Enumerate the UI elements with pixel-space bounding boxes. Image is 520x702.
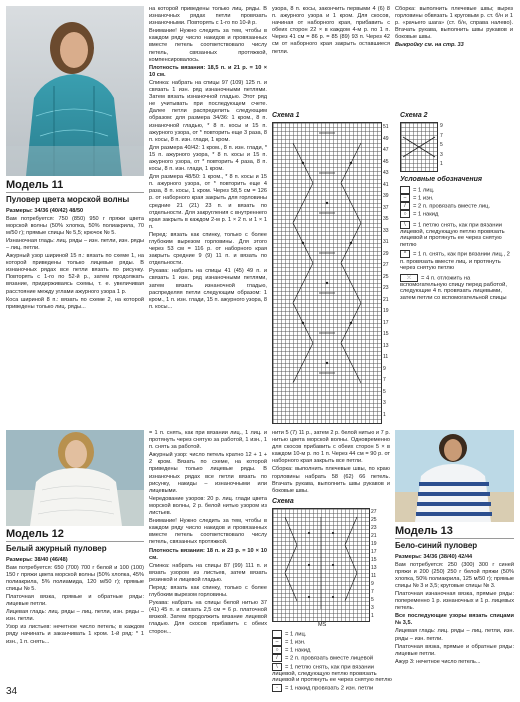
model11-p3: Коса шириной 8 п.: вязать по схеме 2, на которой приведены только лиц. ряды... [6,297,144,311]
col5-p1: нити 5 (7) 11 р., затем 2 р. белой нитью и 7 р. нитью цвета морской волны. Одновременно для скосов прибавить с обеих сторон 5 × в каждом 10-м р. по 1 п. Через 44 см = 90 р. от наборного края закрыть все петли. [272,430,390,465]
schema3-row-7: 7 [371,588,377,596]
model12-p3: Узор из листьев: нечетное число петель; в каждом ряду начинать и заканчивать 1 кром. 1-й ряд: * 1 изн., 1 п. снять... [6,624,144,645]
instructions-column-5 [272,430,390,496]
model11-materials: Вам потребуется: 750 (850) 950 г пряжи цвета морской волны (50% хлопка, 50% полиакрила, 70 м/50 г); прямые спицы № 5,5; крючок № 5. [6,216,144,237]
schema2-row-3: 3 [440,151,443,161]
schema3-row-15: 15 [371,556,377,564]
schema1-row-51: 51 [383,122,395,134]
model13-p3: Лицевая гладь: лиц. ряды – лиц. петли, изн. ряды – изн. петли. [395,628,514,642]
model11-sizes: Размеры: 34/36 (40/42) 48/50 [6,208,144,215]
model12-subtitle: Белый ажурный пуловер [6,544,144,554]
col4-p6: Спинка: набрать на спицы 87 (99) 111 п. и вязать узором из листьев, затем вязать резинкой и лицевой гладью. [149,563,267,584]
model13-materials: Вам потребуется: 250 (300) 300 г синей пряжи и 200 (250) 250 г белой пряжи (50% хлопка, 50% полиакрила, 125 м/50 г); прямые спицы № 3 и 3,5; круговые спицы № 3. [395,562,514,590]
ssk-symbol-icon: \ [400,221,410,229]
model12-sizes: Размеры: 38/40 (46/48) [6,557,144,564]
schema1-row-numbers [383,122,395,421]
k2tog-symbol-icon-2: / [272,654,282,662]
model13-p4: Платочная вязка, прямые и обратные ряды: лицевые петли. [395,644,514,658]
schema1-row-11: 11 [383,352,395,364]
model11-p2: Ажурный узор шириной 15 п.: вязать по схеме 1, на которой приведены только лицевые ряды. В изнаночных рядах все петли вязать по рисунку. Повторять с 1-го по 52-й р., затем продолжать вязание, придерживаясь схемы, т. е. увеличивая расстояние между углами ажурного узора 1 р. [6,253,144,296]
model13-subtitle: Бело-синий пуловер [395,541,514,551]
model12-materials: Вам потребуется: 650 (700) 700 г белой и 100 (100) 150 г пряжи цвета морской волны (50% хлопка, 45% полиакрила, 5% полиамида, 120 м/50 г); прямые спицы № 5. [6,565,144,593]
schema1-row-19: 19 [383,306,395,318]
legend2-item-ssk: \ = 1 петлю снять, как при вязании лицевой, следующую петлю провязать лицевой и протянуть ее через снятую петлю [272,663,392,684]
yarnover-symbol-icon-2: ○ [272,646,282,654]
model12-rule [6,541,144,542]
schema3-row-21: 21 [371,532,377,540]
page-number: 34 [6,686,17,697]
legend1-item-yarnover: ○ = 1 накид [400,210,514,218]
schema1-row-41: 41 [383,180,395,192]
legend2-item-yarnover: ○ = 1 накид [272,646,392,654]
col2-p6: Для размера 48/50: 1 кром., * 8 п. косы и 15 п. ажурного узора, от * повторить еще 4 раза, 8 п. косы, 1 кром. Через 58,5 см = 126 р. от наборного края закрыть для горловины средние 21 (21) 23 п. и вязать по отдельности. Для закругления с внутреннего края закрыть в каждом 2-м р. 1 × 2 п. и 1 × 1 п. [149,174,267,231]
knit-symbol-icon-2 [272,630,282,638]
ssk-symbol-icon-2: \ [272,663,282,671]
col4-p5: Плотность вязания: 18 п. и 23 р. = 10 × 10 см. [149,548,267,562]
schema2-cable-symbol [401,123,437,171]
schema1-row-9: 9 [383,364,395,376]
col5-p2: Сборка: выполнить плечевые швы, по краю горловины набрать 58 (62) 66 петель. Втачать рукава, выполнить швы рукавов и боковые швы. [272,466,390,494]
knit-symbol-icon [400,186,410,194]
sk2p-symbol-icon: ^ [400,250,410,258]
schema2-row-9: 9 [440,122,443,132]
legend2 [272,630,392,692]
col2-p1: на которой приведены только лиц. ряды. В изнаночных рядах петли провязать изнаночными. Повторять с 1-го по 10-й р. [149,6,267,27]
schema2-row-5: 5 [440,141,443,151]
cable-symbol-icon: ⤫ [400,274,418,282]
model12-p1: Платочная вязка, прямые и обратные ряды: лицевые петли. [6,594,144,608]
col4-p2: Ажурный узор: число петель кратно 12 + 1 + 2 кром. Вязать по схеме, на которой приведены только лицевые ряды. В изнаночных рядах все петли вязать по рисунку, накиды – изнаночными или лицевыми. [149,452,267,495]
purl-symbol-icon: – [400,194,410,202]
legend1-item-k2tog: / = 2 п. провязать вместе лиц. [400,202,514,210]
schema1-row-39: 39 [383,191,395,203]
schema1-row-33: 33 [383,226,395,238]
schema1-row-13: 13 [383,341,395,353]
col4-p3: Чередование узоров: 20 р. лиц. глади цвета морской волны, 2 р. белой нитью узором из листьев. [149,496,267,517]
schema1-row-15: 15 [383,329,395,341]
model12-title: Модель 12 [6,528,144,540]
model11-title: Модель 11 [6,179,144,191]
col2-p2: Внимание! Нужно следить за тем, чтобы в каждом ряду число накидов и провязанных вместе петель соответствовало числу петель, связанных протяжкой, компенсировалось. [149,28,267,63]
schema3-symbols [273,509,369,621]
model13-photo [395,430,514,522]
legend2-item-yo-purl: ◦ = 1 накид провязать 2 изн. петли [272,684,392,692]
schema1-row-23: 23 [383,283,395,295]
schema3-row-13: 13 [371,564,377,572]
model13-title: Модель 13 [395,525,514,537]
model12-p2: Лицевая гладь: лиц. ряды – лиц. петли, изн. ряды – изн. петли. [6,609,144,623]
legend1-item-ssk: \ = 1 петлю снять, как при вязании лицевой, следующую петлю провязать лицевой и протянуть ее через снятую петлю [400,221,514,249]
schema1-row-25: 25 [383,272,395,284]
model13-p1: Платочная изнаночная вязка, прямые ряды: попеременно 1 р. изнаночных и 1 р. лицевых петель. [395,591,514,612]
schema2-title: Схема 2 [400,112,428,119]
schema1-row-7: 7 [383,375,395,387]
schema1-row-43: 43 [383,168,395,180]
legend1-item-purl: – = 1 изн. [400,194,514,202]
model13-p2: Все последующие узоры вязать спицами № 3,5. [395,613,514,627]
schema1-title: Схема 1 [272,112,300,119]
schema2-row-1: 1 [440,160,443,170]
col2-p7: Перед: вязать как спинку, только с более глубоким вырезом горловины. Для этого через 53 см = 116 р. от наборного края закрыть средние 9 (9) 11 п. и вязать по отдельности. [149,232,267,267]
legend1-item-cable: ⤫ = 4 п. отложить на вспомогательную спицу перед работой, следующие 4 п. провязать лицевыми, затем петли со вспомогательной спицы [400,274,514,302]
model13-sizes: Размеры: 34/36 (38/40) 42/44 [395,554,514,561]
k2tog-symbol-icon: / [400,202,410,210]
col3-p3: Выкройку см. на стр. 33 [395,42,513,49]
legend2-item-knit: = 1 лиц. [272,630,392,638]
col3-p2: Сборка: выполнить плечевые швы; вырез горловины обвязать 1 круговым р. ст. б/н и 1 р. «рачьего шага» (ст. б/н, справа налево). Втачать рукава, выполнить швы рукавов и боковые швы. [395,6,513,41]
schema1-row-17: 17 [383,318,395,330]
legend2-item-k2tog: / = 2 п. провязать вместе лицевой [272,654,392,662]
schema2-row-numbers [440,122,443,170]
legend1 [400,176,514,302]
col3-p1: узора, 8 п. косы, закончить первыми 4 (6) 8 п. ажурного узора и 1 кром. Для скосов, начиная от наборного края, прибавить с обеих сторон 22 × в каждом 4-м р. по 1 п. Через 41 см = 86 р. = 85 (89) 93 п. Через 42 см от наборного края закрыть оставшиеся петли. [272,6,390,56]
col4-p1: = 1 п. снять, как при вязании лиц., 1 лиц. и протянуть через снятую за работой, 1 изн., 1 п. снять за работой. [149,430,267,451]
schema1-row-37: 37 [383,203,395,215]
model13-p5: Ажур 3: нечетное число петель... [395,659,514,666]
schema3-row-5: 5 [371,596,377,604]
schema1-row-3: 3 [383,398,395,410]
schema1-row-35: 35 [383,214,395,226]
schema1-row-1: 1 [383,410,395,422]
col2-p3: Плотность вязания: 18,5 п. и 21 р. = 10 × 10 см. [149,65,267,79]
model11-rule [6,192,144,193]
schema3-row-25: 25 [371,516,377,524]
schema1-row-21: 21 [383,295,395,307]
schema3-row-23: 23 [371,524,377,532]
legend2-item-purl: – = 1 изн. [272,638,392,646]
schema1-row-31: 31 [383,237,395,249]
schema3-row-3: 3 [371,604,377,612]
model13-photo-illustration [395,430,514,522]
schema1-row-29: 29 [383,249,395,261]
schema3-grid [272,508,370,622]
schema3-row-11: 11 [371,572,377,580]
schema3-row-1: 1 [371,612,377,620]
model11-photo [6,6,144,176]
schema1-grid [272,122,382,424]
instructions-column-4 [149,430,267,686]
schema1-row-27: 27 [383,260,395,272]
schema3-row-19: 19 [371,540,377,548]
yo-purl-symbol-icon: ◦ [272,684,282,692]
schema1-row-5: 5 [383,387,395,399]
model13-rule [395,538,514,539]
schema3-title: Схема [272,498,294,505]
schema2-grid [400,122,438,172]
schema3-row-9: 9 [371,580,377,588]
model12-photo-illustration [6,430,144,526]
purl-symbol-icon-2: – [272,638,282,646]
col2-p4: Спинка: набрать на спицы 97 (109) 125 п. и связать 1 изн. ряд изнаночными петлями. Затем вязать изнаночной гладью. Этот ряд не учитывать при последующем счете. Далее петли распределить следующим образом: для размера 34/36: 1 кром., 8 п. изнаночной гладью, * 8 п. косы и 15 п. ажурного узора, от * повторить еще 3 раза, 8 п. косы, 8 п. изн. глади, 1 кром. [149,80,267,144]
legend1-item-knit: = 1 лиц. [400,186,514,194]
schema3-row-17: 17 [371,548,377,556]
instructions-column-3b [395,6,513,102]
schema1-row-45: 45 [383,157,395,169]
model12-photo [6,430,144,526]
schema2-row-7: 7 [440,132,443,142]
schema3-ms-label: MS [318,622,326,628]
col4-p4: Внимание! Нужно следить за тем, чтобы в каждом ряду число накидов и провязанных вместе петель соответствовало числу петель, связанных протяжкой. [149,518,267,546]
schema3-row-numbers [371,508,377,620]
model11-subtitle: Пуловер цвета морской волны [6,195,144,205]
model11-photo-illustration [6,6,144,176]
schema3-row-27: 27 [371,508,377,516]
legend1-item-sk2p: ^ = 1 п. снять, как при вязании лиц., 2 п. провязать вместе лиц. и протянуть через снятую петлю [400,250,514,271]
col4-p8: Рукава: набрать на спицы белой нитью 37 (41) 45 п. и связать 2,5 см = 6 р. платочной вязкой. Затем продолжить вязание лицевой гладью. Для скосов прибавить с обеих сторон... [149,600,267,635]
schema1-row-47: 47 [383,145,395,157]
instructions-column-2 [149,6,267,426]
legend1-title: Условные обозначения [400,176,514,183]
schema1-row-49: 49 [383,134,395,146]
col4-p7: Перед: вязать как спинку, только с более глубоким вырезом горловины. [149,585,267,599]
col2-p8: Рукава: набрать на спицы 41 (45) 49 п. и связать 1 изн. ряд изнаночными петлями, затем вязать изнаночной гладью, распределяя петли следующим образом: 1 кром., 1 п. изн. глади, 15 п. ажурного узора, 8 п. косы... [149,268,267,311]
model11-p1: Изнаночная гладь: лиц. ряды – изн. петли, изн. ряды – лиц. петли. [6,238,144,252]
schema1-symbols [273,123,381,423]
col2-p5: Для размера 40/42: 1 кром., 8 п. изн. глади, * 15 п. ажурного узора, * 8 п. косы и 15 п. ажурного узора, от * повторить 4 раза, 8 п. косы, 8 п. изн. глади, 1 кром. [149,145,267,173]
instructions-column-3 [272,6,390,102]
yarnover-symbol-icon: ○ [400,210,410,218]
